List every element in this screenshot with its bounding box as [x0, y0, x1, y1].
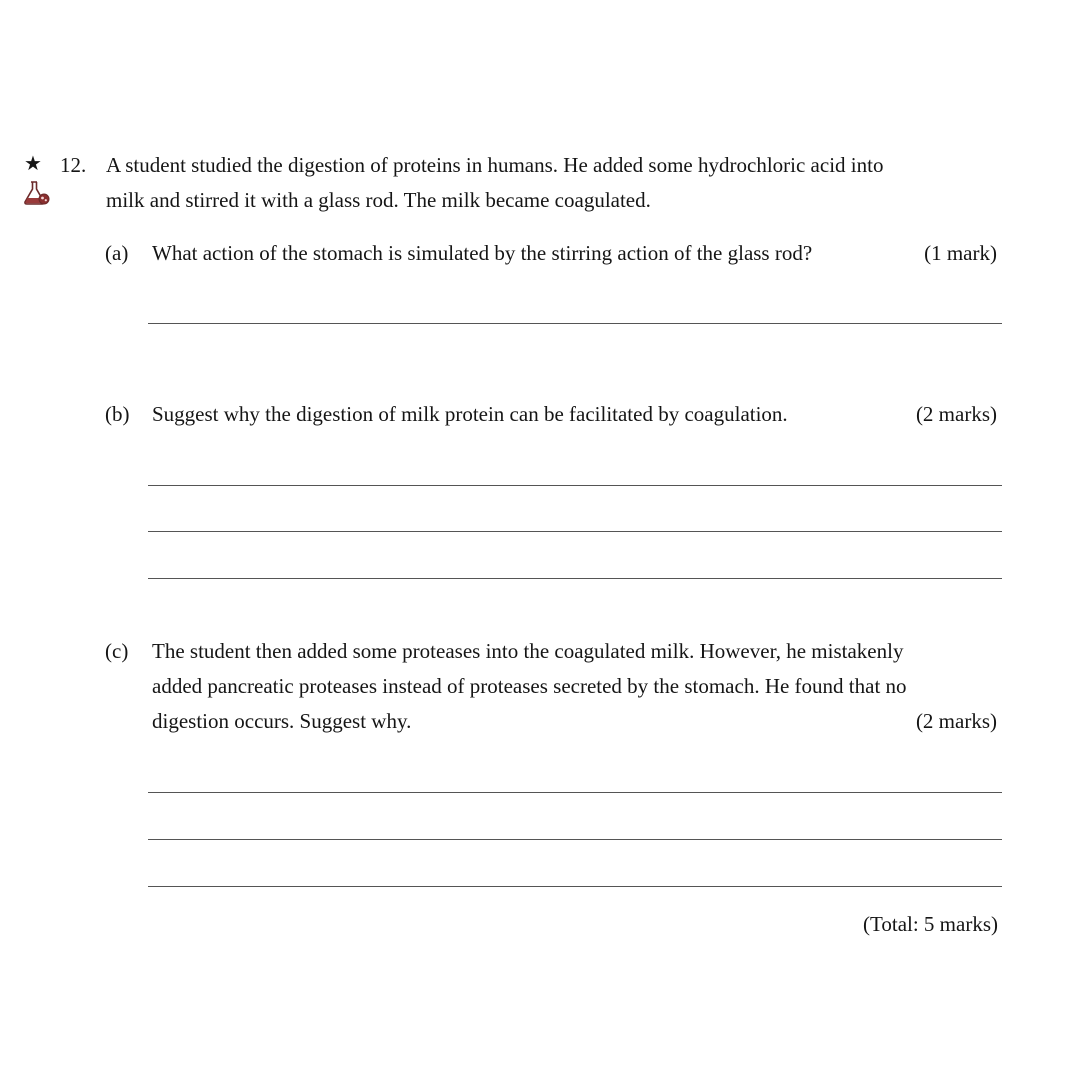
- question-number: 12.: [60, 153, 87, 177]
- part-c-label: (c): [105, 639, 129, 663]
- part-b-label: (b): [105, 402, 130, 426]
- part-b-answer-line-1[interactable]: [148, 485, 1002, 486]
- part-a-answer-line-1[interactable]: [148, 323, 1002, 324]
- question-stem-line-2: milk and stirred it with a glass rod. The milk became coagulated.: [106, 188, 651, 212]
- star-icon: ★: [24, 151, 42, 175]
- total-marks: (Total: 5 marks): [863, 912, 998, 936]
- part-c-text-line-1: The student then added some proteases into the coagulated milk. However, he mistakenly: [152, 639, 904, 663]
- part-b-answer-line-3[interactable]: [148, 578, 1002, 579]
- part-c-answer-line-3[interactable]: [148, 886, 1002, 887]
- part-a-marks: (1 mark): [924, 241, 997, 265]
- part-a-text-line-1: What action of the stomach is simulated by the stirring action of the glass rod?: [152, 241, 813, 265]
- part-c-marks: (2 marks): [915, 709, 997, 733]
- part-c-text-line-3: digestion occurs. Suggest why.: [152, 709, 412, 733]
- part-b-marks: (2 marks): [915, 402, 997, 426]
- question-stem-line-1: A student studied the digestion of proteins in humans. He added some hydrochloric acid into: [106, 153, 884, 177]
- part-b-answer-line-2[interactable]: [148, 531, 1002, 532]
- part-c-text-line-2: added pancreatic proteases instead of proteases secreted by the stomach. He found that no: [152, 674, 907, 698]
- part-a-label: (a): [105, 241, 129, 265]
- part-c-answer-line-1[interactable]: [148, 792, 1002, 793]
- flask-icon: [22, 180, 54, 206]
- part-c-answer-line-2[interactable]: [148, 839, 1002, 840]
- part-b-text-line-1: Suggest why the digestion of milk protein can be facilitated by coagulation.: [152, 402, 788, 426]
